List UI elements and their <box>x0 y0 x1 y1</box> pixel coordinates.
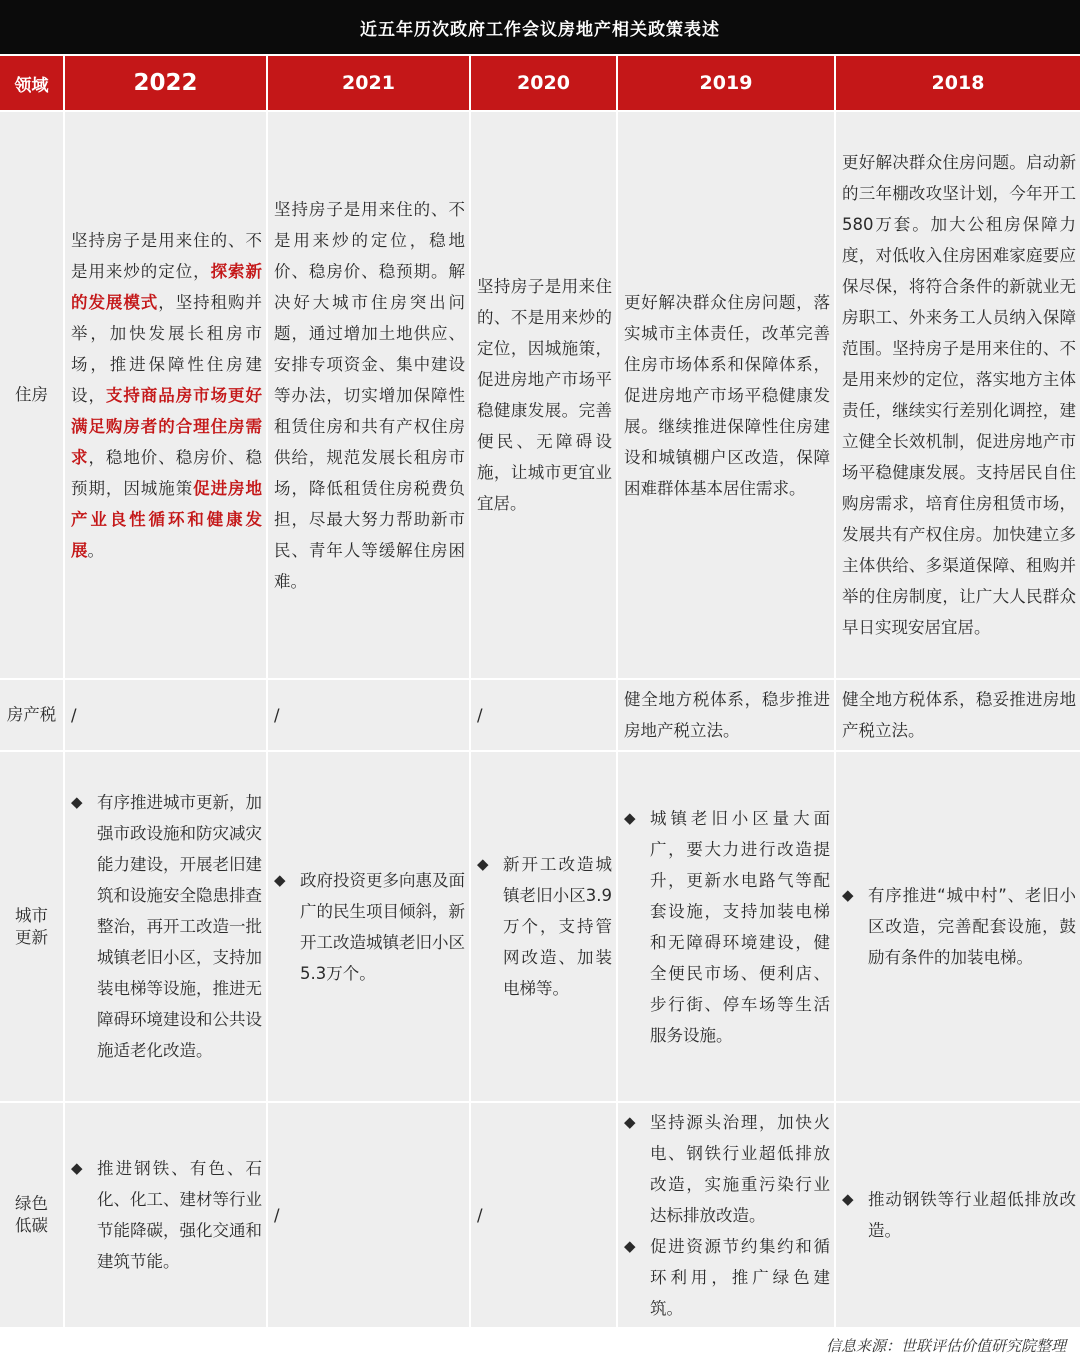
cell-green-2022 <box>64 1102 267 1327</box>
source-note: 信息来源：世联评估价值研究院整理 <box>825 1337 1066 1355</box>
table-title: 近五年历次政府工作会议房地产相关政策表述 <box>0 0 1080 54</box>
cell-housing-2018: 更好解决群众住房问题。启动新的三年棚改攻坚计划，今年开工580万套。加大公租房保障力度，对低收入住房困难家庭要应保尽保，将符合条件的新就业无房职工、外来务工人员纳入保障范围。坚持房子是用来住的、不是用来炒的定位，落实地方主体责任，继续实行差别化调控，建立健全长效机制，促进房地产市场平稳健康发展。支持居民自住购房需求，培育住房租赁市场，发展共有产权住房。加快建立多主体供给、多渠道保障、租购并举的住房制度，让广大人民群众早日实现安居宜居。 <box>835 111 1080 679</box>
diamond-bullet-icon: ◆ <box>71 1159 83 1177</box>
policy-table <box>0 56 1080 1327</box>
field-label: 绿色低碳 <box>15 1194 48 1235</box>
cell-housing-2022 <box>64 111 267 679</box>
bullet-text: 政府投资更多向惠及面广的民生项目倾斜，新开工改造城镇老旧小区5.3万个。 <box>300 870 465 983</box>
cell-tax-2022: / <box>64 679 267 751</box>
text-plain: ，坚持租购并举，加快发展长租房市场，推进保障性住房建设， <box>71 292 263 405</box>
bullet-text: 有序推进“城中村”、老旧小区改造，完善配套设施，鼓励有条件的加装电梯。 <box>868 886 1076 967</box>
bullet-text: 新开工改造城镇老旧小区3.9万个，支持管网改造、加装电梯等。 <box>503 855 612 998</box>
bullet-text: 推动钢铁等行业超低排放改造。 <box>868 1190 1076 1240</box>
diamond-bullet-icon: ◆ <box>71 793 83 811</box>
diamond-bullet-icon: ◆ <box>624 1236 636 1255</box>
bullet-text: 城镇老旧小区量大面广，要大力进行改造提升，更新水电路气等配套设施，支持加装电梯和无障碍环境建设，健全便民市场、便利店、步行街、停车场等生活服务设施。 <box>650 808 830 1045</box>
text-plain: 坚持房子是用来住的、不是用来炒的定位， <box>71 230 262 281</box>
row-green-low-carbon <box>0 1102 1080 1327</box>
bullet-text: 有序推进城市更新，加强市政设施和防灾减灾能力建设，开展老旧建筑和设施安全隐患排查整治，再开工改造一批城镇老旧小区，支持加装电梯等设施，推进无障碍环境建设和公共设施适老化改造。 <box>97 793 262 1060</box>
cell-housing-2019: 更好解决群众住房问题，落实城市主体责任，改革完善住房市场体系和保障体系，促进房地产市场平稳健康发展。继续推进保障性住房建设和城镇棚户区改造，保障困难群体基本居住需求。 <box>617 111 835 679</box>
cell-green-2019 <box>617 1102 835 1327</box>
field-label: 城市更新 <box>15 905 48 947</box>
text-highlight: 促进房地产业良性循环和健康发展 <box>71 478 263 560</box>
row-property-tax <box>0 679 1080 751</box>
header-year-2019: 2019 <box>617 56 835 111</box>
row-urban-renewal <box>0 751 1080 1102</box>
cell-green-2020: / <box>470 1102 617 1327</box>
cell-urban-2021 <box>267 751 470 1102</box>
cell-green-2021: / <box>267 1102 470 1327</box>
field-urban-renewal <box>0 751 64 1102</box>
bullet-text: 推进钢铁、有色、石化、化工、建材等行业节能降碳，强化交通和建筑节能。 <box>97 1159 262 1271</box>
field-housing: 住房 <box>0 111 64 679</box>
text-highlight: 探索新的发展模式 <box>71 261 263 312</box>
diamond-bullet-icon: ◆ <box>477 855 489 873</box>
cell-urban-2018 <box>835 751 1080 1102</box>
cell-urban-2020 <box>470 751 617 1102</box>
cell-housing-2021: 坚持房子是用来住的、不是用来炒的定位，稳地价、稳房价、稳预期。解决好大城市住房突出问题，通过增加土地供应、安排专项资金、集中建设等办法，切实增加保障性租赁住房和共有产权住房供给，规范发展长租房市场，降低租赁住房税费负担，尽最大努力帮助新市民、青年人等缓解住房困难。 <box>267 111 470 679</box>
field-green-low-carbon <box>0 1102 64 1327</box>
header-year-2021: 2021 <box>267 56 470 111</box>
diamond-bullet-icon: ◆ <box>624 808 636 827</box>
cell-tax-2020: / <box>470 679 617 751</box>
text-plain: 。 <box>87 540 104 560</box>
cell-tax-2021: / <box>267 679 470 751</box>
header-year-2018: 2018 <box>835 56 1080 111</box>
header-year-2022: 2022 <box>64 56 267 111</box>
cell-tax-2019: 健全地方税体系，稳步推进房地产税立法。 <box>617 679 835 751</box>
diamond-bullet-icon: ◆ <box>624 1112 636 1131</box>
header-year-2020: 2020 <box>470 56 617 111</box>
header-row <box>0 56 1080 111</box>
cell-urban-2019 <box>617 751 835 1102</box>
cell-housing-2020: 坚持房子是用来住的、不是用来炒的定位，因城施策，促进房地产市场平稳健康发展。完善便民、无障碍设施，让城市更宜业宜居。 <box>470 111 617 679</box>
bullet-text: 坚持源头治理，加快火电、钢铁行业超低排放改造，实施重污染行业达标排放改造。 <box>650 1112 830 1225</box>
cell-urban-2022 <box>64 751 267 1102</box>
text-plain: ，稳地价、稳房价、稳预期，因城施策 <box>71 447 263 498</box>
cell-tax-2018: 健全地方税体系，稳妥推进房地产税立法。 <box>835 679 1080 751</box>
row-housing <box>0 111 1080 679</box>
field-property-tax: 房产税 <box>0 679 64 751</box>
diamond-bullet-icon: ◆ <box>274 870 286 889</box>
bullet-text: 促进资源节约集约和循环利用，推广绿色建筑。 <box>650 1236 830 1318</box>
diamond-bullet-icon: ◆ <box>842 1190 854 1208</box>
cell-green-2018 <box>835 1102 1080 1327</box>
diamond-bullet-icon: ◆ <box>842 886 854 904</box>
header-field: 领域 <box>0 56 64 111</box>
text-highlight: 支持商品房市场更好满足购房者的合理住房需求 <box>71 385 263 467</box>
